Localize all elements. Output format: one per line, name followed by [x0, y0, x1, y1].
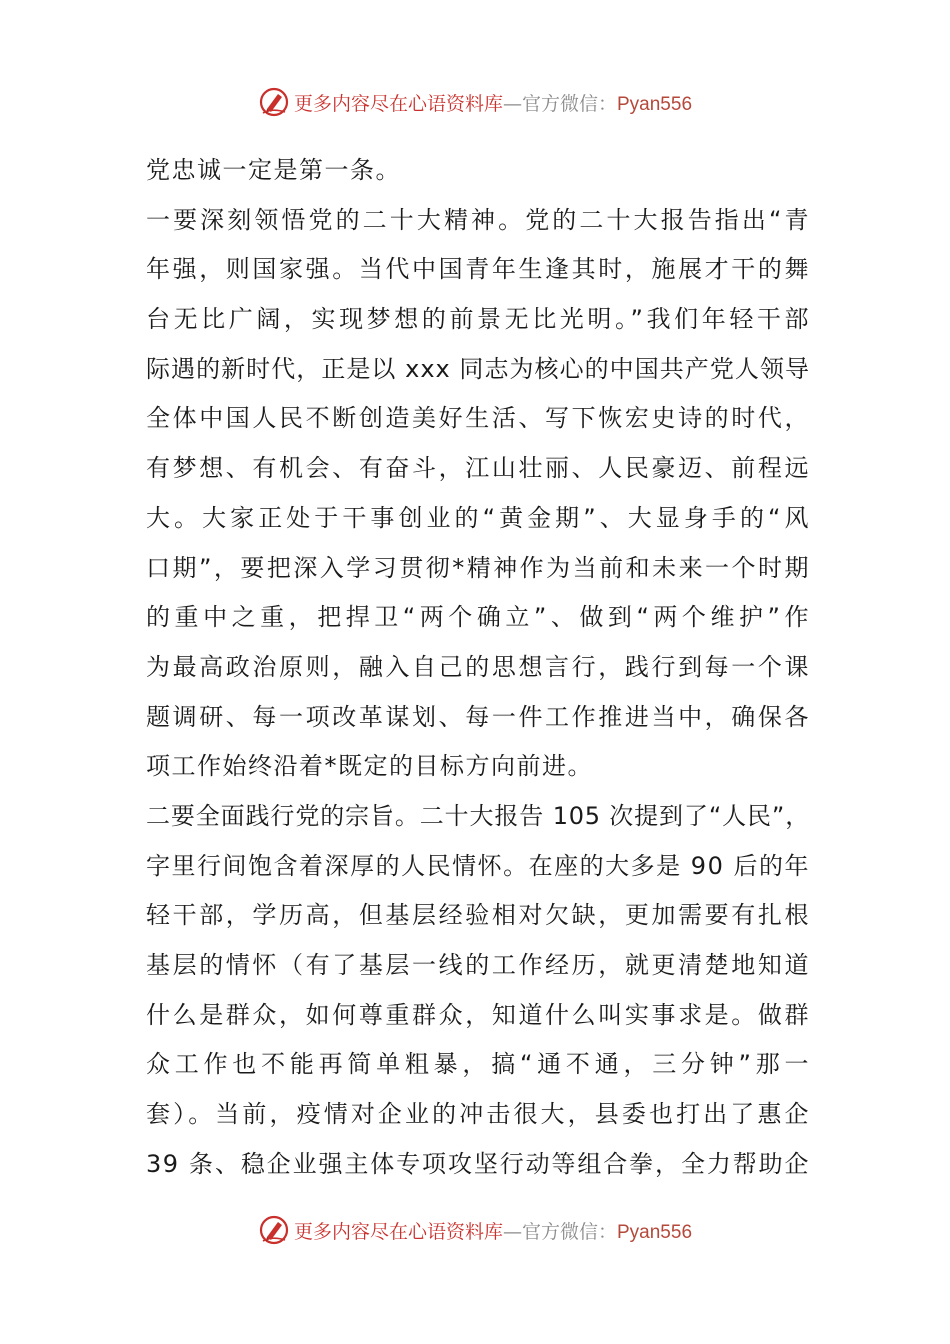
text-line: 全体中国人民不断创造美好生活、写下恢宏史诗的时代，	[146, 404, 810, 433]
text-line: 轻干部，学历高，但基层经验相对欠缺，更加需要有扎根	[146, 901, 810, 930]
document-body	[146, 146, 810, 1189]
text-line: 大。大家正处于干事创业的“黄金期”、大显身手的“风	[146, 503, 810, 532]
pen-logo-icon	[258, 86, 290, 118]
text-line: 年强，则国家强。当代中国青年生逢其时，施展才干的舞	[146, 255, 810, 284]
header-banner-title: 更多内容尽在心语资料库	[293, 92, 503, 115]
text-line: 二要全面践行党的宗旨。二十大报告 105 次提到了“人民”，	[146, 801, 810, 830]
text-line: 为最高政治原则，融入自己的思想言行，践行到每一个课	[146, 652, 810, 681]
header-banner-contact-label: 官方微信：	[521, 92, 617, 115]
footer-banner-contact-id: Pyan556	[617, 1221, 693, 1243]
text-line: 套）。当前，疫情对企业的冲击很大，县委也打出了惠企	[146, 1100, 810, 1129]
text-line: 字里行间饱含着深厚的人民情怀。在座的大多是 90 后的年	[146, 851, 810, 880]
text-line: 一要深刻领悟党的二十大精神。党的二十大报告指出“青	[146, 205, 810, 234]
footer-banner-contact-label: 官方微信：	[521, 1220, 617, 1243]
footer-banner-title: 更多内容尽在心语资料库	[293, 1220, 503, 1243]
footer-banner	[0, 1210, 950, 1250]
text-line: 党忠诚一定是第一条。	[146, 156, 401, 184]
pen-logo-icon	[258, 1214, 290, 1246]
text-line: 基层的情怀（有了基层一线的工作经历，就更清楚地知道	[146, 951, 810, 979]
text-line: 项工作始终沿着*既定的目标方向前进。	[146, 752, 593, 781]
text-line: 有梦想、有机会、有奋斗，江山壮丽、人民豪迈、前程远	[146, 454, 810, 483]
text-line: 39 条、稳企业强主体专项攻坚行动等组合拳，全力帮助企	[146, 1149, 810, 1178]
footer-banner-text	[294, 1217, 692, 1244]
header-banner-dash: —	[502, 92, 522, 115]
text-line: 台无比广阔，实现梦想的前景无比光明。”我们年轻干部	[146, 305, 810, 334]
footer-banner-dash: —	[502, 1220, 522, 1243]
text-line: 际遇的新时代，正是以 xxx 同志为核心的中国共产党人领导	[146, 354, 810, 383]
header-banner	[0, 82, 950, 122]
text-line: 的重中之重，把捍卫“两个确立”、做到“两个维护”作	[146, 603, 810, 632]
text-line: 什么是群众，如何尊重群众，知道什么叫实事求是。做群	[146, 1000, 810, 1029]
header-banner-contact-id: Pyan556	[617, 93, 693, 115]
text-line: 口期”，要把深入学习贯彻*精神作为当前和未来一个时期	[146, 553, 810, 582]
text-line: 众工作也不能再简单粗暴，搞“通不通，三分钟”那一	[146, 1050, 810, 1079]
text-line: 题调研、每一项改革谋划、每一件工作推进当中，确保各	[146, 702, 810, 731]
header-banner-text	[294, 89, 692, 116]
